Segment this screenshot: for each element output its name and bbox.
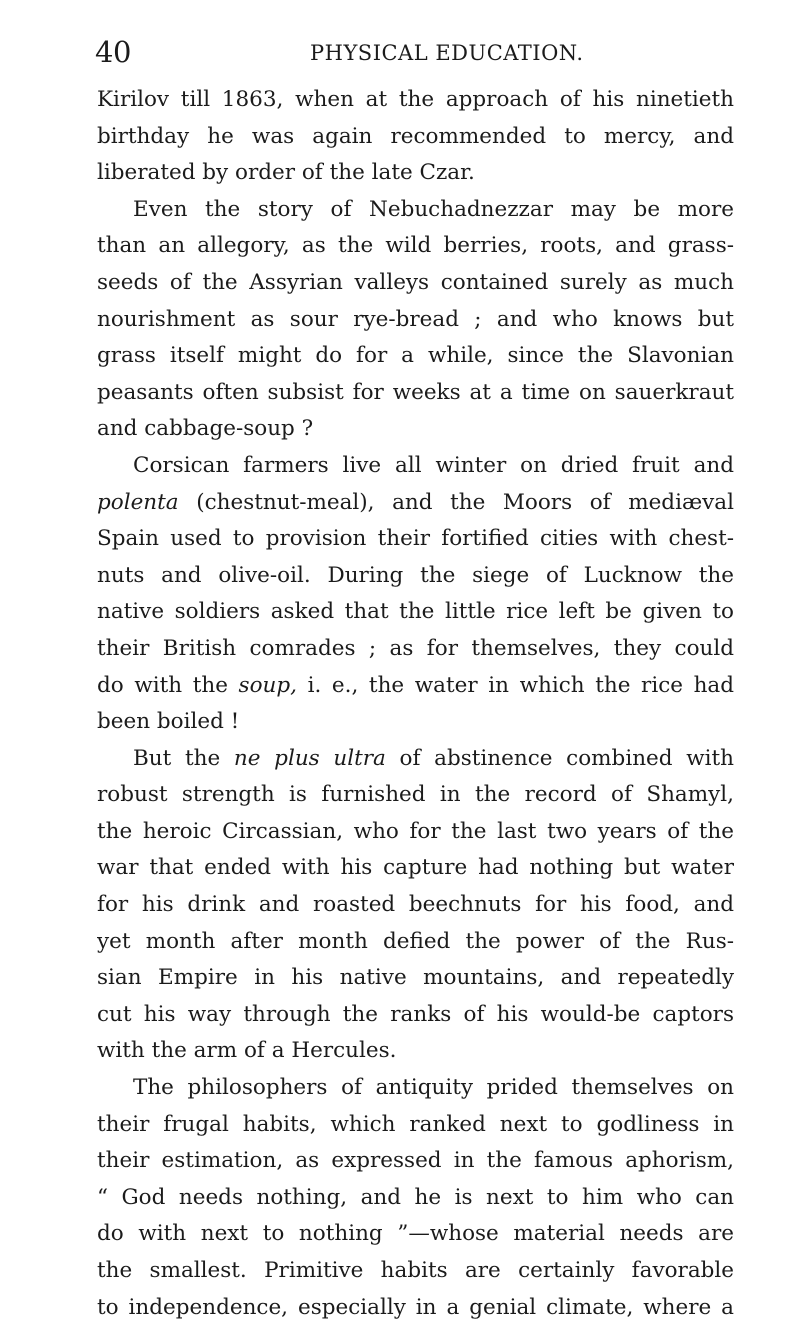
italic-term: ne plus ultra [233, 745, 386, 771]
text-line: liberated by order of the late Czar. [97, 160, 475, 186]
text-line: Corsican farmers live all winter on dried fruit and [133, 452, 734, 478]
text-line: war that ended with his capture had nothing but water [97, 855, 734, 881]
text-segment: of abstinence combined with [385, 745, 734, 771]
text-line: peasants often subsist for weeks at a time on sauerkraut [97, 379, 734, 405]
text-line: nuts and olive-oil. During the siege of Lucknow the [97, 562, 734, 588]
text-line: for his drink and roasted beechnuts for his food, and [97, 892, 734, 918]
text-segment: But the [133, 745, 234, 771]
text-line: and cabbage-soup ? [97, 416, 314, 442]
text-line [97, 741, 734, 778]
text-segment: i. e., the water in which the rice had [296, 672, 734, 698]
text-line: the heroic Circassian, who for the last two years of the [97, 818, 734, 844]
text-line: their frugal habits, which ranked next to godliness in [97, 1111, 734, 1137]
page-number: 40 [95, 35, 131, 69]
text-line: The philosophers of antiquity prided themselves on [133, 1075, 734, 1101]
text-line: the smallest. Primitive habits are certainly favorable [97, 1258, 734, 1283]
text-line: robust strength is furnished in the record of Shamyl, [97, 782, 734, 808]
text-line: seeds of the Assyrian valleys contained surely as much [97, 269, 734, 295]
italic-term: polenta [97, 489, 179, 515]
running-head [95, 34, 730, 70]
text-line: do with next to nothing ”—whose material needs are [97, 1221, 734, 1247]
text-line: their British comrades ; as for themselves, they could [97, 635, 734, 661]
text-segment: (chestnut-meal), and the Moors of mediæval [178, 489, 734, 515]
body-text [97, 82, 734, 1320]
running-title: PHYSICAL EDUCATION. [310, 41, 584, 65]
text-line: grass itself might do for a while, since the Slavonian [97, 343, 734, 369]
italic-term: soup, [238, 672, 297, 698]
text-line: their estimation, as expressed in the famous aphorism, [97, 1148, 734, 1174]
text-line: nourishment as sour rye-bread ; and who knows but [97, 306, 734, 332]
text-segment: do with the [97, 672, 239, 698]
text-line: “ God needs nothing, and he is next to him who can [97, 1184, 734, 1210]
text-line: been boiled ! [97, 709, 240, 735]
text-line: to independence, especially in a genial climate, where a [97, 1294, 734, 1320]
text-line: Even the story of Nebuchadnezzar may be more [133, 196, 734, 222]
text-line: sian Empire in his native mountains, and repeatedly [97, 965, 734, 991]
text-line: yet month after month defied the power of the Rus- [97, 928, 734, 954]
text-line: native soldiers asked that the little rice left be given to [97, 599, 734, 625]
text-line: cut his way through the ranks of his would-be captors [97, 1001, 734, 1027]
text-line: with the arm of a Hercules. [97, 1038, 397, 1064]
text-line [97, 668, 734, 705]
text-line [97, 485, 734, 522]
text-line: Spain used to provision their fortified cities with chest- [97, 526, 734, 552]
text-line: birthday he was again recommended to mercy, and [97, 123, 734, 149]
text-line: than an allegory, as the wild berries, roots, and grass- [97, 233, 734, 259]
text-line: Kirilov till 1863, when at the approach of his ninetieth [97, 87, 734, 112]
